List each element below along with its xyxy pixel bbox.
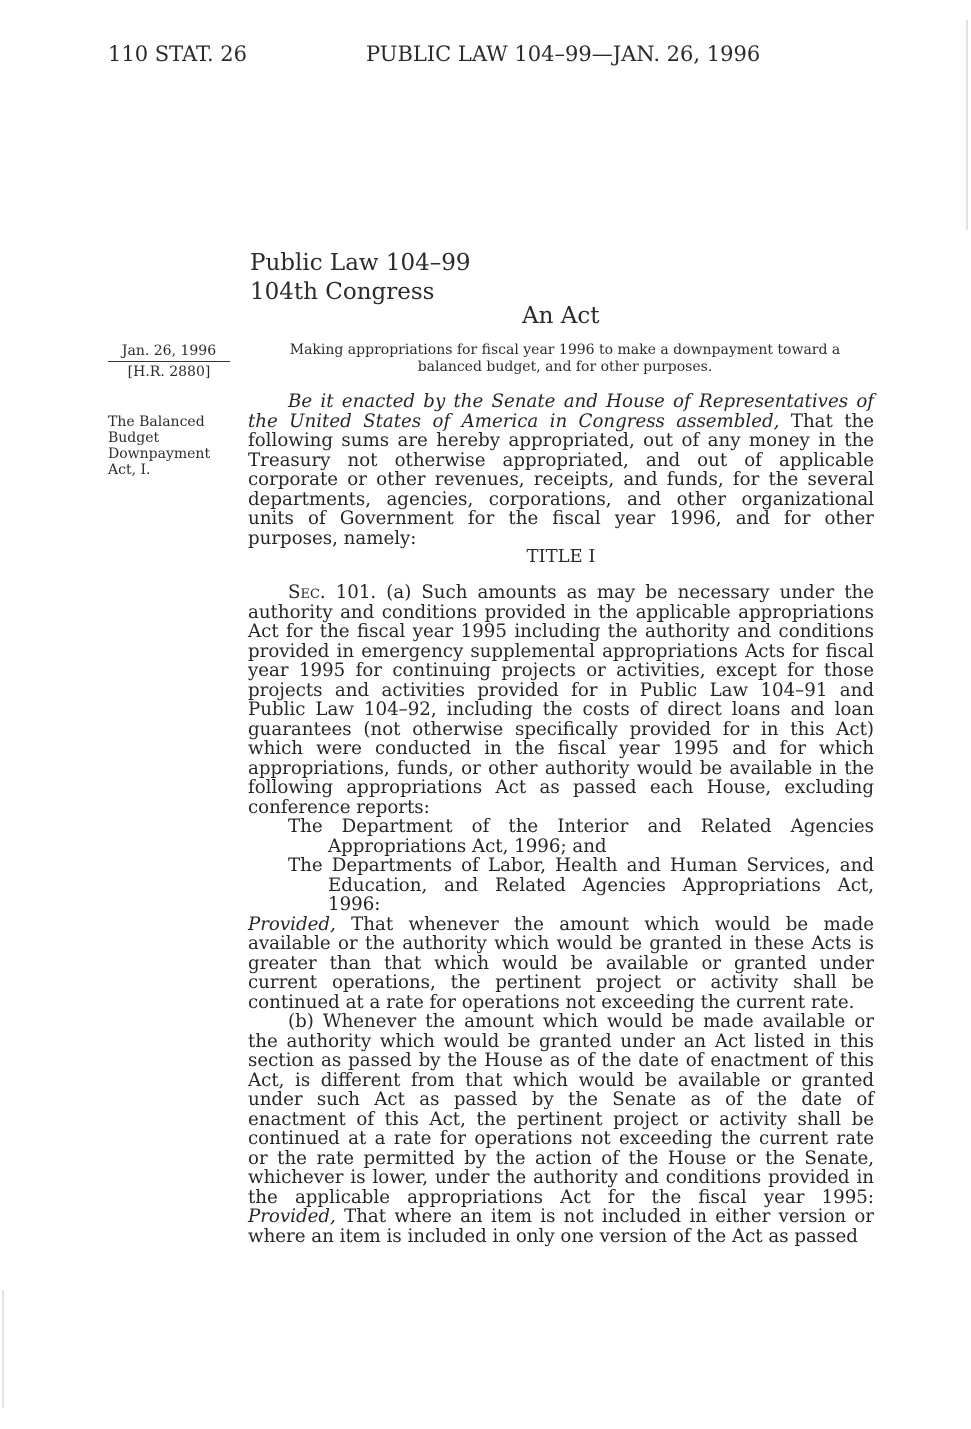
enacting-clause-text: That the following sums are hereby appropriated, out of any money in the Treasury not otherwise appropriated, and out of applicable corporate or other revenues, receipts, and funds, for the several departments, agencies, corporations, and other organizational units of Government for the fiscal year 1996, and for other purposes, namely: <box>248 410 874 549</box>
scan-edge-artifact <box>966 20 968 230</box>
congress-number: 104th Congress <box>250 279 435 305</box>
subsection-a-text: (a) Such amounts as may be necessary under the authority and conditions provided in the applicable appropriations Act for the fiscal year 1995 including the authority and conditions provided in emergency supplemental appropriations Acts for fiscal year 1995 for continuing projects or activities, except for those projects and activities provided for in Public Law 104–91 and Public Law 104–92, including the costs of direct loans and loan guarantees (not otherwise specifically provided for in this Act) which were conducted in the fiscal year 1995 and for which appropriations, funds, or other authority would be available in the following appropriations Act as passed each House, excluding conference reports: <box>248 582 874 818</box>
margin-short-title-note: The Balanced Budget Downpayment Act, I. <box>108 414 211 478</box>
margin-date-block <box>108 343 230 381</box>
listed-act-2: The Departments of Labor, Health and Human Services, and Education, and Related Agencies Appropriations Act, 1996: <box>288 855 874 915</box>
proviso-a-text: That whenever the amount which would be made available or the authority which would be granted in these Acts is greater than that which would be available or granted under current operations, the pertinent project or activity shall be continued at a rate for operations not exceeding the current rate. <box>248 913 874 1013</box>
listed-act-1: The Department of the Interior and Related Agencies Appropriations Act, 1996; and <box>288 816 874 857</box>
section-101 <box>248 583 874 1246</box>
running-head-law-title: PUBLIC LAW 104–99—JAN. 26, 1996 <box>366 42 761 66</box>
running-head-page-citation: 110 STAT. 26 <box>108 42 248 66</box>
proviso-a-italic: Provided, <box>248 913 336 935</box>
section-label: Sec. 101. <box>288 582 377 603</box>
act-heading: An Act <box>522 303 600 329</box>
subsection-b-text: (b) Whenever the amount which would be made available or the authority which would be granted under an Act listed in this section as passed by the House as of the date of enactment of this Act, is different from that which would be available or granted under such Act as passed by the Senate as of the date of enactment of this Act, the pertinent project or activity shall be continued at a rate for operations not exceeding the current rate or the rate permitted by the action of the House or the Senate, whichever is lower, under the authority and conditions provided in the applicable appropriations Act for the fiscal year 1995: <box>248 1011 874 1208</box>
enacting-clause <box>248 392 874 548</box>
title-heading: TITLE I <box>526 546 596 567</box>
act-purpose: Making appropriations for fiscal year 1996 to make a downpayment toward a balanced budget, and for other purposes. <box>289 342 841 375</box>
enacting-clause-italic: Be it enacted by the Senate and House of Representatives of the United States of America in Congress assembled, <box>248 391 874 432</box>
public-law-number: Public Law 104–99 <box>250 250 471 276</box>
title-block <box>250 249 471 307</box>
proviso-b-italic: Provided, <box>248 1206 336 1227</box>
enactment-date: Jan. 26, 1996 <box>108 343 230 362</box>
scan-edge-artifact <box>2 1290 4 1408</box>
bill-number: [H.R. 2880] <box>127 364 211 380</box>
proviso-b-text: That where an item is not included in either version or where an item is included in only one version of the Act as passed <box>248 1206 874 1247</box>
